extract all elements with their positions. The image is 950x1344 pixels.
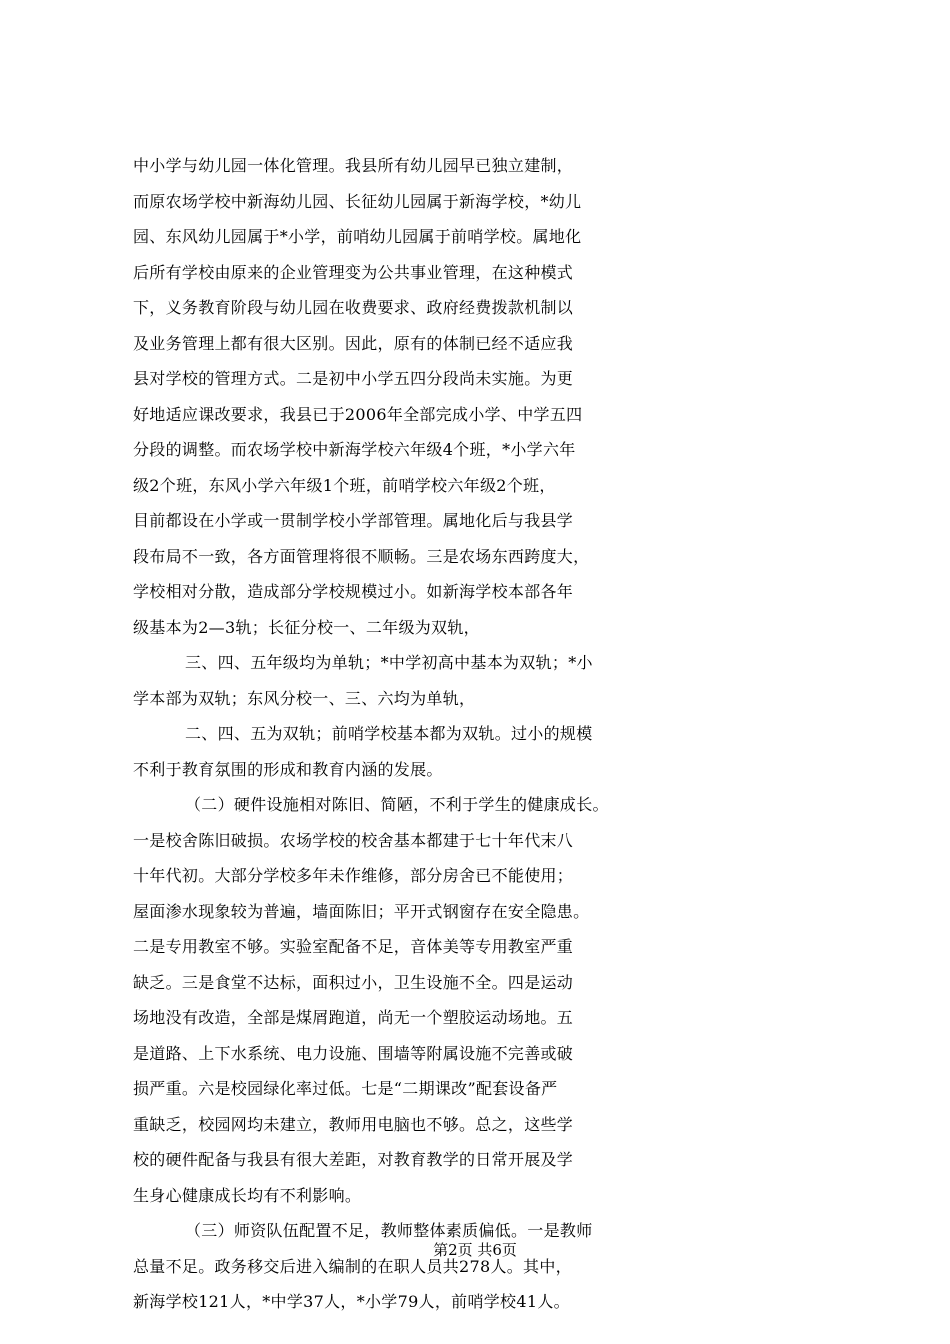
text-line: 县对学校的管理方式。二是初中小学五四分段尚未实施。为更 xyxy=(133,369,574,388)
text-line: 一是校舍陈旧破损。农场学校的校舍基本都建于七十年代末八 xyxy=(133,830,574,850)
text-line: 是道路、上下水系统、电力设施、围墙等附属设施不完善或破 xyxy=(133,1043,574,1063)
text-line: 总量不足。政务移交后进入编制的在职人员共278人。其中， xyxy=(133,1256,572,1276)
text-line: 场地没有改造，全部是煤屑跑道，尚无一个塑胶运动场地。五 xyxy=(133,1008,574,1027)
text-line: 后所有学校由原来的企业管理变为公共事业管理，在这种模式 xyxy=(133,262,574,282)
text-line: 生身心健康成长均有不利影响。 xyxy=(133,1185,362,1205)
text-line: 校的硬件配备与我县有很大差距，对教育教学的日常开展及学 xyxy=(133,1150,574,1169)
text-line: 段布局不一致，各方面管理将很不顺畅。三是农场东西跨度大， xyxy=(133,546,590,566)
text-line: 重缺乏，校园网均未建立，教师用电脑也不够。总之，这些学 xyxy=(133,1114,574,1134)
text-line: 目前都设在小学或一贯制学校小学部管理。属地化后与我县学 xyxy=(133,511,574,530)
text-line: 及业务管理上都有很大区别。因此，原有的体制已经不适应我 xyxy=(133,333,574,353)
text-line: 十年代初。大部分学校多年未作维修，部分房舍已不能使用； xyxy=(133,866,574,885)
text-line: 园、东风幼儿园属于*小学，前哨幼儿园属于前哨学校。属地化 xyxy=(133,227,582,246)
text-line: （二）硬件设施相对陈旧、简陋，不利于学生的健康成长。 xyxy=(185,795,609,814)
text-line: 二、四、五为双轨；前哨学校基本都为双轨。过小的规模 xyxy=(185,724,593,743)
text-line: 新海学校121人，*中学37人，*小学79人，前哨学校41人。 xyxy=(133,1292,570,1311)
text-line: 分段的调整。而农场学校中新海学校六年级4个班，*小学六年 xyxy=(133,440,576,459)
page-footer: 第2页 共6页 xyxy=(433,1241,517,1259)
text-line: 级2个班，东风小学六年级1个班，前哨学校六年级2个班， xyxy=(133,475,556,495)
text-line: 学本部为双轨；东风分校一、三、六均为单轨， xyxy=(133,688,476,708)
text-line: 三、四、五年级均为单轨；*中学初高中基本为双轨；*小 xyxy=(185,653,593,672)
text-line: 级基本为2—3轨；长征分校一、二年级为双轨， xyxy=(133,617,480,637)
text-line: 学校相对分散，造成部分学校规模过小。如新海学校本部各年 xyxy=(133,582,574,601)
text-line: 而原农场学校中新海幼儿园、长征幼儿园属于新海学校，*幼儿 xyxy=(133,191,582,211)
text-line: 下，义务教育阶段与幼儿园在收费要求、政府经费拨款机制以 xyxy=(133,298,574,317)
text-line: 好地适应课改要求，我县已于2006年全部完成小学、中学五四 xyxy=(133,404,583,424)
text-line: 中小学与幼儿园一体化管理。我县所有幼儿园早已独立建制， xyxy=(133,156,574,175)
document-body xyxy=(133,148,833,1320)
text-line: 损严重。六是校园绿化率过低。七是“二期课改”配套设备严 xyxy=(133,1079,558,1098)
text-line: 不利于教育氛围的形成和教育内涵的发展。 xyxy=(133,759,443,779)
text-line: 二是专用教室不够。实验室配备不足，音体美等专用教室严重 xyxy=(133,937,574,956)
text-line: （三）师资队伍配置不足，教师整体素质偏低。一是教师 xyxy=(185,1221,593,1240)
text-line: 屋面渗水现象较为普遍，墙面陈旧；平开式钢窗存在安全隐患。 xyxy=(133,901,590,921)
text-line: 缺乏。三是食堂不达标，面积过小，卫生设施不全。四是运动 xyxy=(133,972,574,992)
